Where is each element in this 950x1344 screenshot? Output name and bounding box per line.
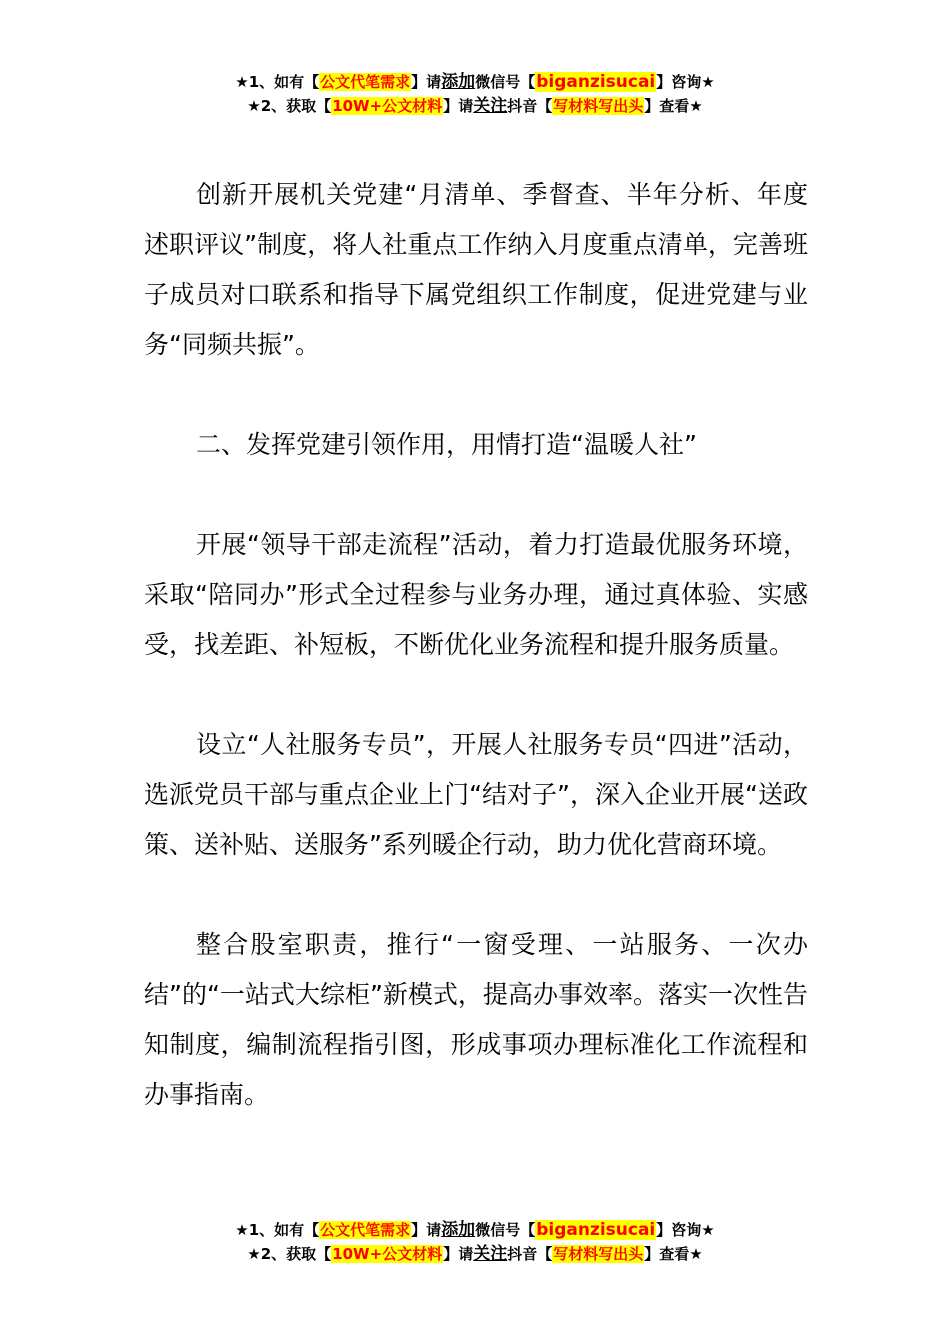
footer-line-2-highlight-materials: 10W+公文材料 [332,1245,443,1263]
footer-line-2-prefix: ★2、获取【 [247,1245,332,1263]
paragraph-leaders-walk-process: 开展“领导干部走流程”活动，着力打造最优服务环境，采取“陪同办”形式全过程参与业务办理，通过真体验、实感受，找差距、补短板，不断优化业务流程和提升服务质量。 [144,530,808,659]
footer-line-1-highlight-wechat: biganzisucai [536,1220,656,1240]
header-line-2-mid1: 】请 [443,97,474,115]
footer-line-2-follow: 关注 [473,1244,508,1264]
footer-line-1-mid1: 】请 [411,1221,442,1239]
footer-line-1-mid2: 微信号【 [475,1221,536,1239]
footer-line-2-suffix: 】查看★ [644,1245,703,1263]
header-line-1-add: 添加 [441,72,476,92]
paragraph-party-building-system: 创新开展机关党建“月清单、季督查、半年分析、年度述职评议”制度，将人社重点工作纳入月度重点清单，完善班子成员对口联系和指导下属党组织工作制度，促进党建与业务“同频共振”。 [144,180,808,359]
header-line-2-mid2: 抖音【 [507,97,553,115]
footer-line-2-mid1: 】请 [443,1245,474,1263]
footer-line-1-highlight-service: 公文代笔需求 [320,1221,411,1239]
header-line-1-mid1: 】请 [411,73,442,91]
document-body [144,170,808,1120]
header-line-1-mid2: 微信号【 [475,73,536,91]
footer-banner [0,1218,950,1266]
header-line-2-follow: 关注 [473,96,508,116]
header-line-2-prefix: ★2、获取【 [247,97,332,115]
footer-line-1-suffix: 】咨询★ [656,1221,715,1239]
header-line-2-suffix: 】查看★ [644,97,703,115]
paragraph-service-specialist: 设立“人社服务专员”，开展人社服务专员“四进”活动，选派党员干部与重点企业上门“结对子”，深入企业开展“送政策、送补贴、送服务”系列暖企行动，助力优化营商环境。 [144,730,808,859]
header-line-1 [0,70,950,94]
header-line-2-highlight-douyin: 写材料写出头 [553,97,644,115]
footer-line-2 [0,1242,950,1266]
footer-line-1 [0,1218,950,1242]
paragraph-one-stop-counter: 整合股室职责，推行“一窗受理、一站服务、一次办结”的“一站式大综柜”新模式，提高办事效率。落实一次性告知制度，编制流程指引图，形成事项办理标准化工作流程和办事指南。 [144,930,808,1109]
header-line-2 [0,94,950,118]
footer-line-2-highlight-douyin: 写材料写出头 [553,1245,644,1263]
section-heading-2: 二、发挥党建引领作用，用情打造“温暖人社” [196,430,697,459]
footer-line-1-prefix: ★1、如有【 [235,1221,320,1239]
footer-line-2-mid2: 抖音【 [507,1245,553,1263]
header-line-1-suffix: 】咨询★ [656,73,715,91]
header-banner [0,70,950,118]
header-line-1-prefix: ★1、如有【 [235,73,320,91]
footer-line-1-add: 添加 [441,1220,476,1240]
header-line-1-highlight-service: 公文代笔需求 [320,73,411,91]
header-line-2-highlight-materials: 10W+公文材料 [332,97,443,115]
header-line-1-highlight-wechat: biganzisucai [536,72,656,92]
